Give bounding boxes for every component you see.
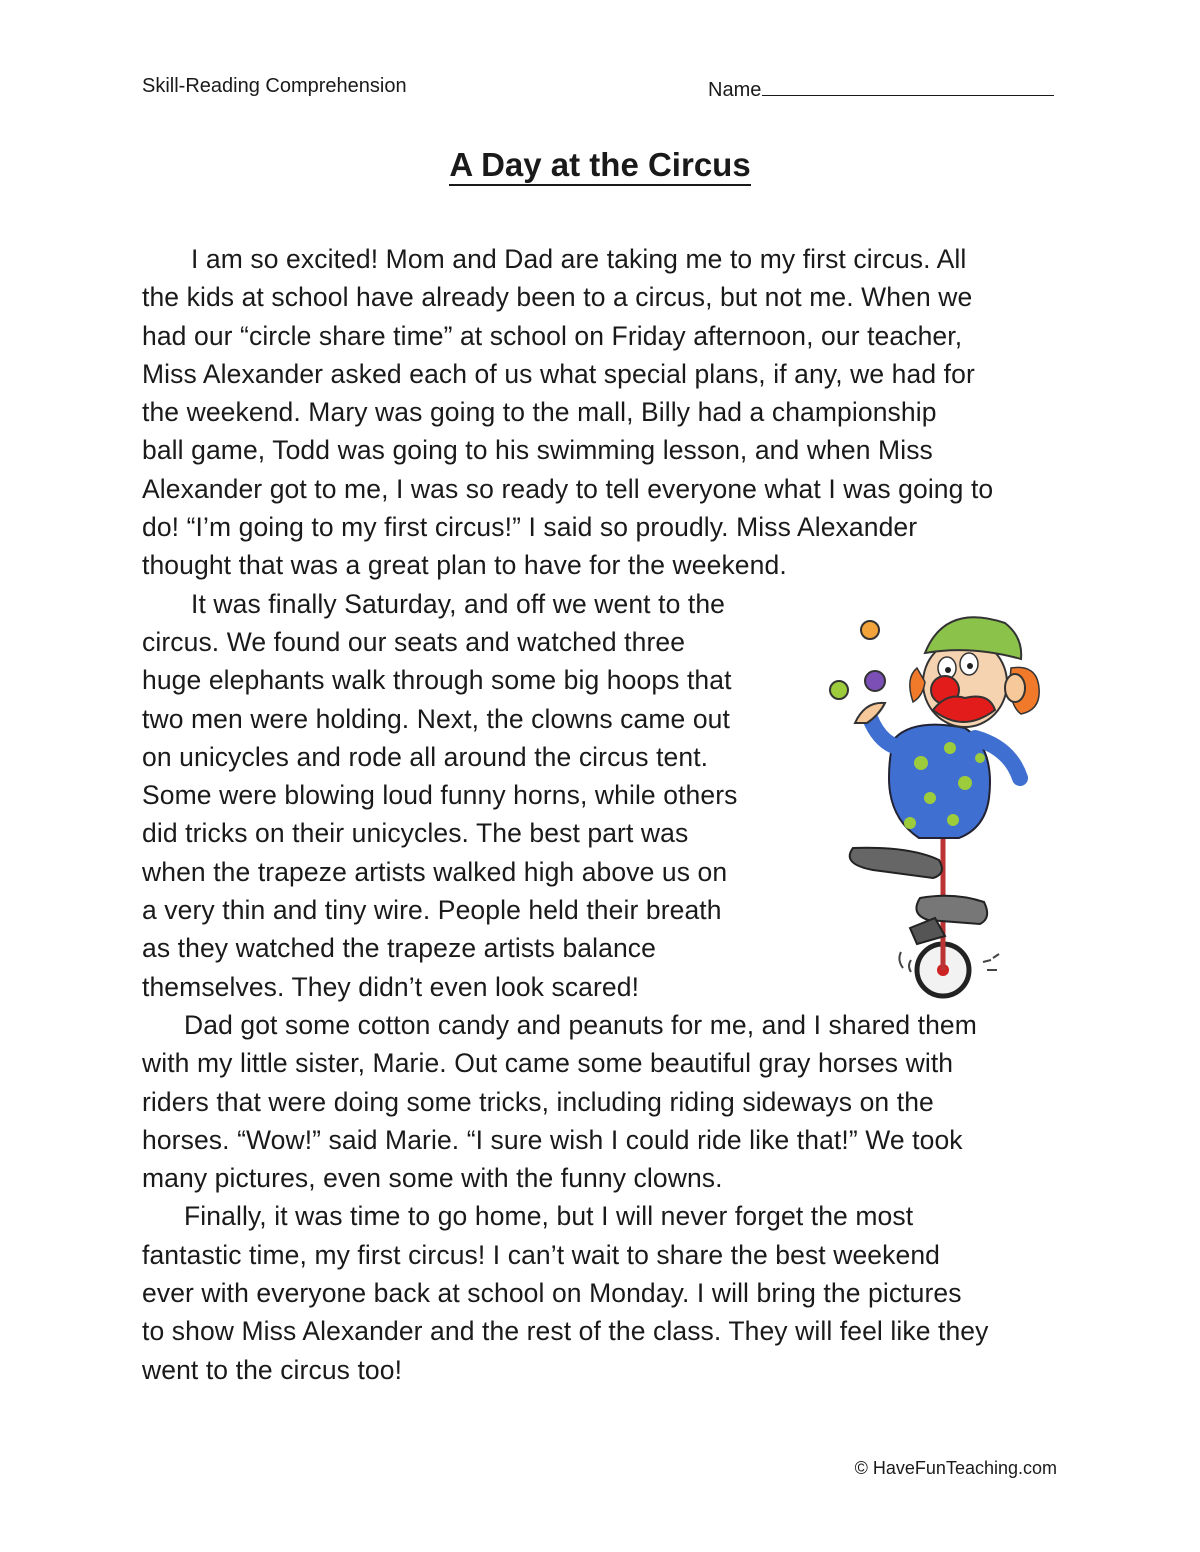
paragraph-3 [142,1006,1072,1197]
worksheet-title: A Day at the Circus [449,146,750,186]
story-line: as they watched the trapeze artists balance [142,933,656,964]
story-line: ball game, Todd was going to his swimming lesson, and when Miss [142,435,933,466]
story-line: fantastic time, my first circus! I can’t wait to share the best weekend [142,1239,940,1270]
story-line: do! “I’m going to my first circus!” I said so proudly. Miss Alexander [142,512,918,543]
story-line: the weekend. Mary was going to the mall, Billy had a championship [142,397,937,428]
story-line: had our “circle share time” at school on Friday afternoon, our teacher, [142,320,963,351]
story-line: I am so excited! Mom and Dad are taking me to my first circus. All [191,244,967,274]
story-line: on unicycles and rode all around the circus tent. [142,741,709,772]
story-line: ever with everyone back at school on Monday. I will bring the pictures [142,1278,962,1309]
story-line: many pictures, even some with the funny clowns. [142,1163,723,1194]
name-blank-line [762,75,1054,96]
story-line: circus. We found our seats and watched three [142,626,686,657]
worksheet-title-wrap [0,146,1200,184]
paragraph-1 [142,240,1072,585]
story-line: riders that were doing some tricks, including riding sideways on the [142,1086,934,1117]
story-line: a very thin and tiny wire. People held their breath [142,895,722,926]
story-line: Miss Alexander asked each of us what special plans, if any, we had for [142,358,975,389]
story-line: Dad got some cotton candy and peanuts for me, and I shared them [184,1009,977,1040]
story-line: did tricks on their unicycles. The best part was [142,818,689,849]
story-line: thought that was a great plan to have for the weekend. [142,550,787,581]
name-field [708,75,1054,102]
story-line: Some were blowing loud funny horns, while others [142,780,738,811]
skill-label: Skill-Reading Comprehension [142,75,407,97]
story-line: It was finally Saturday, and off we went to the [191,588,726,619]
story-line: huge elephants walk through some big hoops that [142,665,732,696]
story-line: went to the circus too! [142,1354,403,1385]
story-line: Finally, it was time to go home, but I will never forget the most [184,1201,914,1232]
story-line: horses. “Wow!” said Marie. “I sure wish I could ride like that!” We took [142,1124,963,1155]
story-line: when the trapeze artists walked high above us on [142,856,728,887]
story-line: Alexander got to me, I was so ready to tell everyone what I was going to [142,473,994,504]
story-line: with my little sister, Marie. Out came some beautiful gray horses with [142,1048,954,1079]
story-line: two men were holding. Next, the clowns came out [142,703,730,734]
copyright-footer: © HaveFunTeaching.com [854,1458,1057,1478]
name-label: Name [708,79,762,101]
juggling-clown-on-unicycle-icon [825,598,1060,1008]
paragraph-4 [142,1197,1072,1388]
story-line: the kids at school have already been to a circus, but not me. When we [142,282,973,313]
story-line: to show Miss Alexander and the rest of the class. They will feel like they [142,1316,989,1347]
story-line: themselves. They didn’t even look scared! [142,971,640,1002]
